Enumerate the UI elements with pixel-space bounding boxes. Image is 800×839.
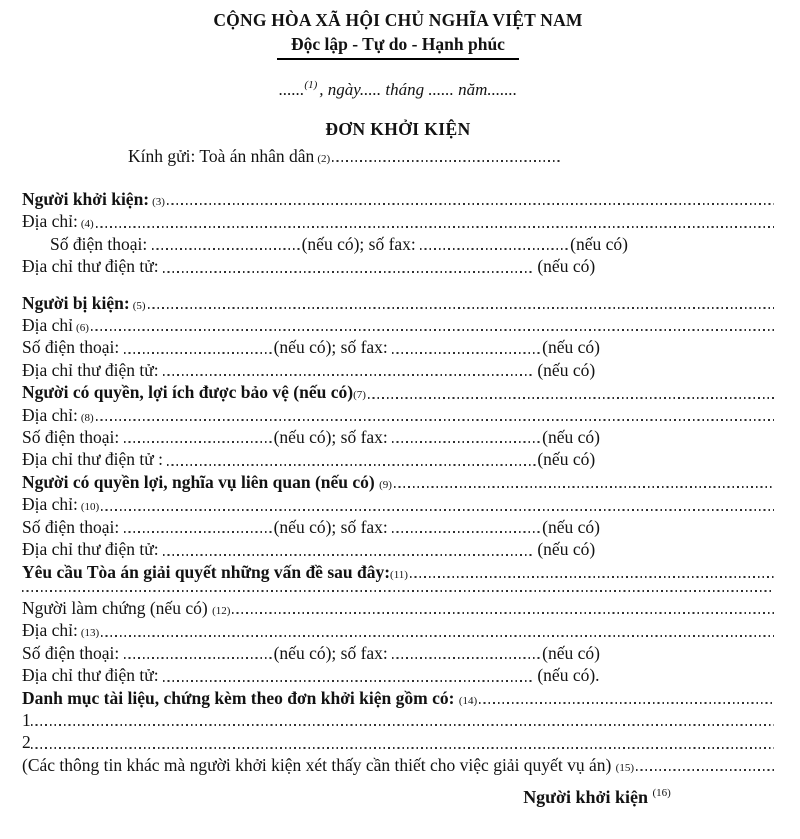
request-heading: Yêu cầu Tòa án giải quyết những vấn đề sau đây:: [22, 561, 391, 582]
signature-label: Người khởi kiện: [523, 787, 653, 808]
defendant-address-line: Địa chỉ (6): [22, 314, 774, 336]
related-heading-line: Người có quyền lợi, nghĩa vụ liên quan (nếu có) (9): [22, 471, 774, 493]
blank-dotted-field: [101, 635, 774, 637]
address-label: Địa chỉ:: [22, 211, 78, 232]
witness-phone-line: [22, 642, 774, 664]
phone-mid-label: (nếu có); số fax:: [301, 233, 421, 254]
documents-heading: Danh mục tài liệu, chứng kèm theo đơn khởi kiện gồm có:: [22, 687, 459, 708]
email-end-label: (nếu có).: [532, 665, 600, 686]
phone-end-label: (nếu có): [570, 233, 628, 254]
blank-dotted-field: [91, 329, 774, 331]
email-end-label: (nếu có): [532, 539, 596, 560]
email-label: Địa chỉ thư điện tử:: [22, 359, 163, 380]
blank-dotted-field: [163, 374, 533, 376]
blank-dotted-field: [31, 724, 774, 726]
defendant-phone-line: [22, 336, 774, 358]
blank-dotted-field: [124, 352, 274, 354]
address-label: Địa chỉ:: [22, 404, 78, 425]
other-info-line: (Các thông tin khác mà người khởi kiện xét thấy cần thiết cho việc giải quyết vụ án) (15): [22, 754, 774, 776]
blank-dotted-field: [394, 486, 774, 488]
blank-dotted-field: [96, 419, 774, 421]
phone-label: Số điện thoại:: [22, 516, 124, 537]
phone-end-label: (nếu có): [542, 642, 600, 663]
blank-dotted-field: [96, 226, 774, 228]
related-address-line: Địa chỉ: (10): [22, 493, 774, 515]
motto-wrap: [22, 34, 774, 60]
blank-dotted-field: [410, 576, 774, 578]
email-label: Địa chỉ thư điện tử:: [22, 665, 163, 686]
email-label: Địa chỉ thư điện tử:: [22, 539, 163, 560]
plaintiff-phone-line: [22, 233, 774, 255]
related-heading: Người có quyền lợi, nghĩa vụ liên quan (nếu có): [22, 471, 380, 492]
protected-phone-line: [22, 426, 774, 448]
footnote-16: (16): [652, 787, 671, 800]
phone-end-label: (nếu có): [542, 427, 600, 448]
blank-dotted-field: [163, 271, 533, 273]
defendant-heading: Người bị kiện:: [22, 292, 130, 313]
address-label: Địa chỉ: [22, 315, 74, 336]
phone-mid-label: (nếu có); số fax:: [273, 642, 393, 663]
blank-dotted-field: [332, 160, 562, 162]
item-number: 2: [22, 732, 31, 753]
blank-dotted-field: [101, 509, 774, 511]
protected-heading: Người có quyền, lợi ích được bảo vệ (nếu có): [22, 382, 354, 403]
signature-block: [22, 787, 774, 808]
defendant-heading-line: Người bị kiện: (5): [22, 292, 774, 314]
protected-email-line: [22, 448, 774, 470]
request-heading-line: Yêu cầu Tòa án giải quyết những vấn đề sau đây: (11): [22, 561, 774, 583]
item-number: 1: [22, 709, 31, 730]
documents-item-1-line: [22, 709, 774, 731]
blank-dotted-field: [31, 747, 774, 749]
blank-dotted-field: [392, 352, 542, 354]
blank-dotted-field: [167, 203, 774, 205]
blank-dotted-field: [232, 612, 774, 614]
address-label: Địa chỉ:: [22, 494, 78, 515]
witness-heading: Người làm chứng (nếu có): [22, 597, 213, 618]
plaintiff-address-line: Địa chỉ: (4): [22, 210, 774, 232]
phone-label: Số điện thoại:: [22, 427, 124, 448]
request-blank-line: [22, 590, 774, 597]
phone-label: Số điện thoại:: [22, 337, 124, 358]
witness-address-line: Địa chỉ: (13): [22, 619, 774, 641]
email-label: Địa chỉ thư điện tử:: [22, 256, 163, 277]
phone-end-label: (nếu có): [542, 337, 600, 358]
protected-heading-line: Người có quyền, lợi ích được bảo vệ (nếu có) (7): [22, 381, 774, 403]
witness-heading-line: Người làm chứng (nếu có) (12): [22, 597, 774, 619]
blank-dotted-field: [152, 248, 302, 250]
plaintiff-email-line: [22, 255, 774, 277]
blank-dotted-field: [163, 680, 533, 682]
plaintiff-heading-line: Người khởi kiện: (3): [22, 188, 774, 210]
email-label: Địa chỉ thư điện tử :: [22, 449, 168, 470]
plaintiff-heading: Người khởi kiện:: [22, 189, 150, 209]
blank-dotted-field: [392, 657, 542, 659]
blank-dotted-field: [368, 397, 774, 399]
blank-dotted-field: [124, 441, 274, 443]
related-phone-line: [22, 516, 774, 538]
blank-dotted-field: [420, 248, 570, 250]
phone-end-label: (nếu có): [542, 516, 600, 537]
phone-mid-label: (nếu có); số fax:: [273, 516, 393, 537]
related-email-line: [22, 538, 774, 560]
blank-dotted-field: [479, 702, 774, 704]
footnote-1: (1): [304, 79, 318, 92]
defendant-email-line: [22, 359, 774, 381]
email-end-label: (nếu có): [537, 449, 596, 470]
motto: Độc lập - Tự do - Hạnh phúc: [277, 34, 519, 60]
blank-dotted-field: [22, 590, 774, 592]
date-line: [22, 80, 774, 100]
phone-mid-label: (nếu có); số fax:: [273, 427, 393, 448]
blank-dotted-field: [392, 531, 542, 533]
address-label: Địa chỉ:: [22, 620, 78, 641]
blank-dotted-field: [167, 464, 537, 466]
date-text: , ngày..... tháng ...... năm.......: [319, 80, 518, 99]
blank-dotted-field: [124, 531, 274, 533]
email-end-label: (nếu có): [532, 256, 596, 277]
witness-email-line: [22, 664, 774, 686]
blank-dotted-field: [163, 554, 533, 556]
documents-heading-line: Danh mục tài liệu, chứng kèm theo đơn khởi kiện gồm có: (14): [22, 687, 774, 709]
salutation-label: Kính gửi: Toà án nhân dân: [128, 146, 315, 166]
blank-dotted-field: [124, 657, 274, 659]
documents-item-2-line: [22, 731, 774, 753]
email-end-label: (nếu có): [532, 359, 596, 380]
blank-dotted-field: [148, 307, 774, 309]
blank-dotted-field: [392, 441, 542, 443]
other-info-text: (Các thông tin khác mà người khởi kiện xét thấy cần thiết cho việc giải quyết vụ án): [22, 754, 616, 775]
form-title: ĐƠN KHỞI KIỆN: [325, 119, 471, 139]
protected-address-line: Địa chỉ: (8): [22, 404, 774, 426]
phone-label: Số điện thoại:: [22, 642, 124, 663]
national-title: CỘNG HÒA XÃ HỘI CHỦ NGHĨA VIỆT NAM: [213, 10, 583, 30]
salutation-line: Kính gửi: Toà án nhân dân (2): [128, 146, 774, 167]
phone-label: Số điện thoại:: [50, 233, 152, 254]
phone-mid-label: (nếu có); số fax:: [273, 337, 393, 358]
blank-dotted-field: [636, 769, 774, 771]
date-dots: ......: [278, 80, 305, 99]
